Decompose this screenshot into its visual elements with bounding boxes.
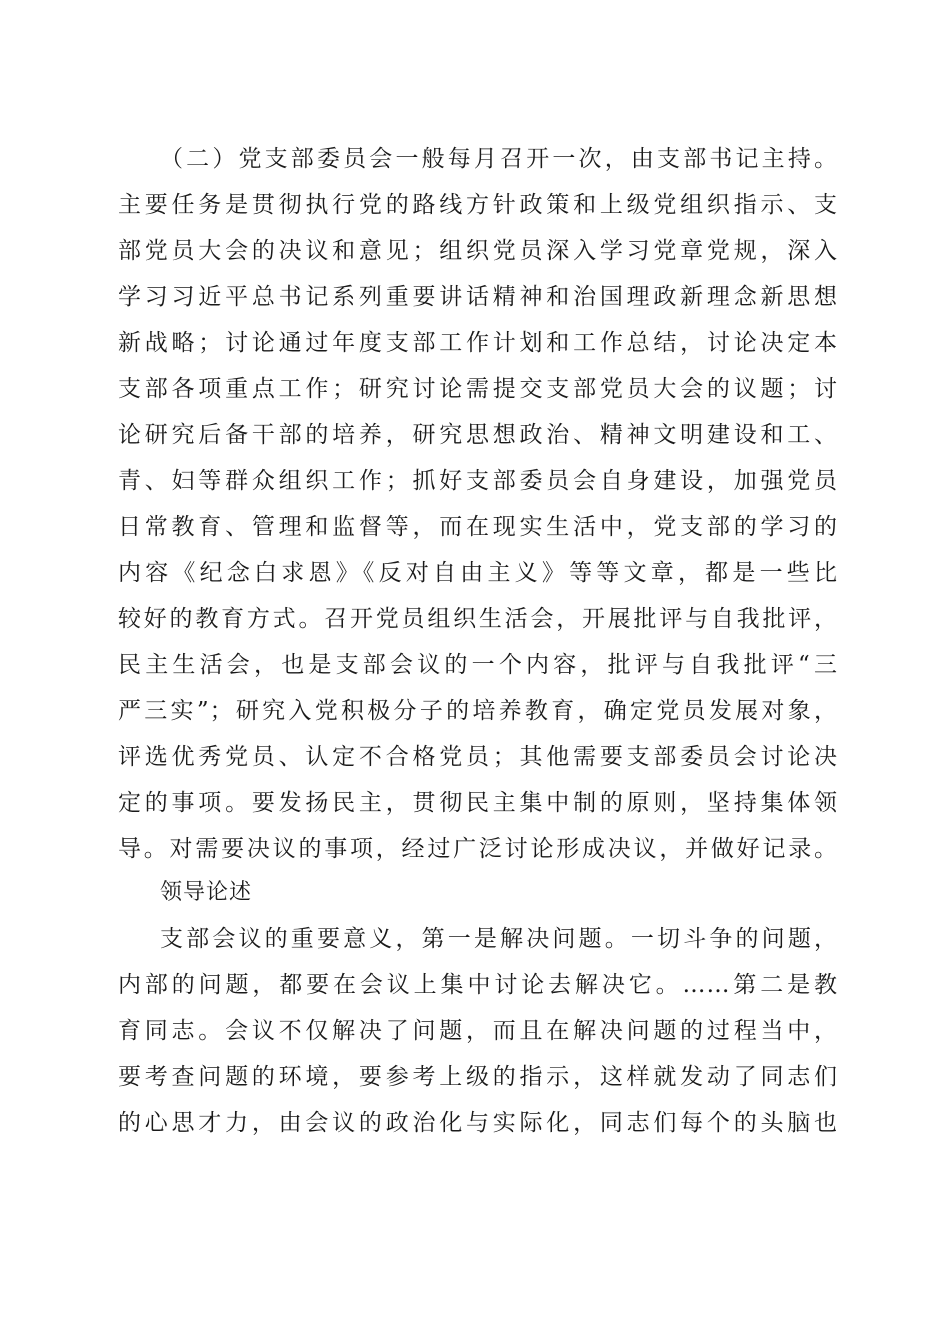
- section-line: 定的事项。要发扬民主，贯彻民主集中制的原则，坚持集体领: [118, 790, 838, 816]
- section-line: 学习习近平总书记系列重要讲话精神和治国理政新理念新思想: [118, 284, 838, 310]
- quote-line: 支部会议的重要意义，第一是解决问题。一切斗争的问题，: [160, 926, 838, 952]
- section-line: 内容《纪念白求恩》《反对自由主义》等等文章，都是一些比: [118, 560, 838, 586]
- section-line: 较好的教育方式。召开党员组织生活会，开展批评与自我批评，: [118, 606, 838, 632]
- section-line: 导。对需要决议的事项，经过广泛讨论形成决议，并做好记录。: [118, 836, 838, 862]
- section-line: 支部各项重点工作；研究讨论需提交支部党员大会的议题；讨: [118, 376, 838, 402]
- section-line: 部党员大会的决议和意见；组织党员深入学习党章党规，深入: [118, 238, 838, 264]
- section-line: 民主生活会，也是支部会议的一个内容，批评与自我批评“三: [118, 652, 838, 678]
- section-line: 青、妇等群众组织工作；抓好支部委员会自身建设，加强党员: [118, 468, 838, 494]
- quote-line: 的心思才力，由会议的政治化与实际化，同志们每个的头脑也: [118, 1110, 838, 1136]
- section-line: 严三实”；研究入党积极分子的培养教育，确定党员发展对象，: [118, 698, 838, 724]
- section-line: 论研究后备干部的培养，研究思想政治、精神文明建设和工、: [118, 422, 838, 448]
- section-line: 日常教育、管理和监督等，而在现实生活中，党支部的学习的: [118, 514, 838, 540]
- section-line: 评选优秀党员、认定不合格党员；其他需要支部委员会讨论决: [118, 744, 838, 770]
- section-line: 主要任务是贯彻执行党的路线方针政策和上级党组织指示、支: [118, 192, 838, 218]
- section-heading: 领导论述: [160, 880, 253, 905]
- section-line: （二）党支部委员会一般每月召开一次，由支部书记主持。: [160, 146, 838, 172]
- section-line: 新战略；讨论通过年度支部工作计划和工作总结，讨论决定本: [118, 330, 838, 356]
- quote-line: 育同志。会议不仅解决了问题，而且在解决问题的过程当中，: [118, 1018, 838, 1044]
- quote-line: 内部的问题，都要在会议上集中讨论去解决它。……第二是教: [118, 972, 838, 998]
- quote-line: 要考查问题的环境，要参考上级的指示，这样就发动了同志们: [118, 1064, 838, 1090]
